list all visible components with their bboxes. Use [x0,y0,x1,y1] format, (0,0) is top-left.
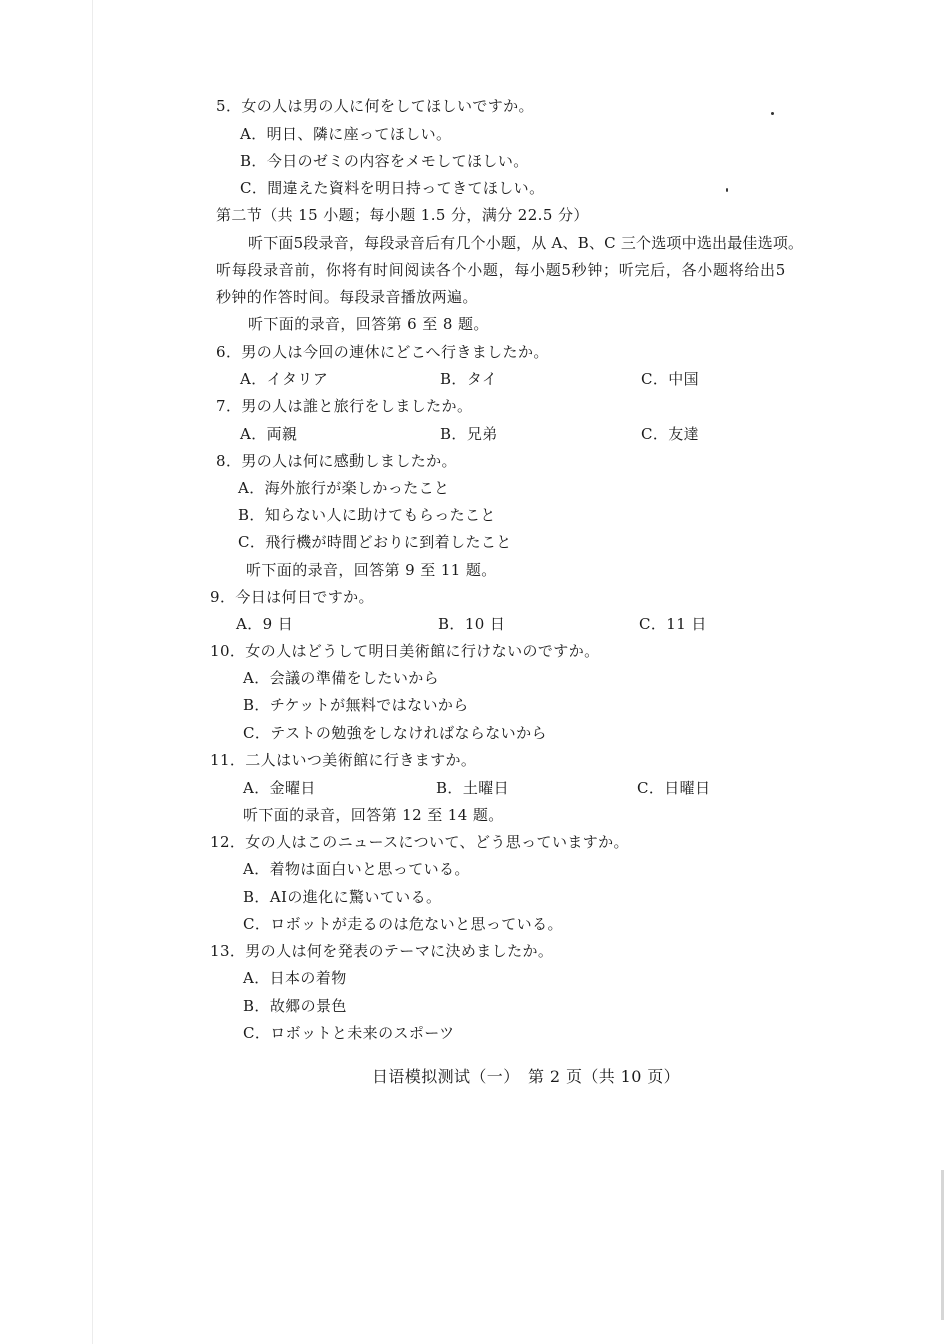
question-6-option-c: C．中国 [641,370,700,388]
question-13-option-c: C．ロボットと未来のスポーツ [243,1024,455,1042]
question-6-stem: 6．男の人は今回の連休にどこへ行きましたか。 [216,343,549,361]
question-8-stem: 8．男の人は何に感動しましたか。 [216,452,457,470]
question-12-option-c: C．ロボットが走るのは危ないと思っている。 [243,915,563,933]
question-13-stem: 13．男の人は何を発表のテーマに決めましたか。 [210,942,554,960]
question-9-option-c: C．11 日 [639,615,707,633]
question-12-option-b: B．AIの進化に驚いている。 [243,888,442,906]
question-13-option-b: B．故郷の景色 [243,997,347,1015]
scan-edge [92,0,93,1344]
question-5-option-a: A．明日、隣に座ってほしい。 [240,125,452,143]
question-8-option-c: C．飛行機が時間どおりに到着したこと [238,533,512,551]
question-10-option-a: A．会議の準備をしたいから [243,669,440,687]
question-7-option-a: A．両親 [240,425,298,443]
question-5-stem: 5．女の人は男の人に何をしてほしいですか。 [216,97,534,115]
question-7-stem: 7．男の人は誰と旅行をしましたか。 [216,397,473,415]
question-10-option-c: C．テストの勉強をしなければならないから [243,724,547,742]
question-7-option-b: B．兄弟 [440,425,498,443]
section-instruction-line-3: 秒钟的作答时间。每段录音播放两遍。 [216,288,478,306]
question-13-option-a: A．日本の着物 [243,969,347,987]
section-heading: 第二节（共 15 小题；每小题 1.5 分，满分 22.5 分） [216,206,589,224]
question-12-stem: 12．女の人はこのニュースについて、どう思っていますか。 [210,833,629,851]
scan-speck [726,188,728,192]
scan-edge [941,1170,944,1320]
scan-speck [771,112,774,115]
question-7-option-c: C．友達 [641,425,700,443]
question-9-stem: 9．今日は何日ですか。 [210,588,374,606]
group-intro-1: 听下面的录音，回答第 6 至 8 题。 [248,315,489,333]
question-11-option-b: B．土曜日 [436,779,510,797]
question-8-option-a: A．海外旅行が楽しかったこと [238,479,450,497]
question-9-option-a: A．9 日 [236,615,294,633]
question-5-option-c: C．間違えた資料を明日持ってきてほしい。 [240,179,545,197]
question-6-option-a: A．イタリア [240,370,329,388]
question-11-stem: 11．二人はいつ美術館に行きますか。 [210,751,477,769]
page-footer: 日语模拟测试（一） 第 2 页（共 10 页） [372,1067,681,1086]
question-10-stem: 10．女の人はどうして明日美術館に行けないのですか。 [210,642,600,660]
question-9-option-b: B．10 日 [438,615,506,633]
question-8-option-b: B．知らない人に助けてもらったこと [238,506,496,524]
question-10-option-b: B．チケットが無料ではないから [243,696,469,714]
section-instruction-line-1: 听下面5段录音，每段录音后有几个小题，从 A、B、C 三个选项中选出最佳选项。 [248,234,804,252]
question-11-option-c: C．日曜日 [637,779,711,797]
question-5-option-b: B．今日のゼミの内容をメモしてほしい。 [240,152,529,170]
group-intro-2: 听下面的录音，回答第 9 至 11 题。 [246,561,497,579]
section-instruction-line-2: 听每段录音前，你将有时间阅读各个小题，每小题5秒钟；听完后，各小题将给出5 [216,261,786,279]
group-intro-3: 听下面的录音，回答第 12 至 14 题。 [243,806,504,824]
question-6-option-b: B．タイ [440,370,498,388]
question-11-option-a: A．金曜日 [243,779,316,797]
question-12-option-a: A．着物は面白いと思っている。 [243,860,470,878]
